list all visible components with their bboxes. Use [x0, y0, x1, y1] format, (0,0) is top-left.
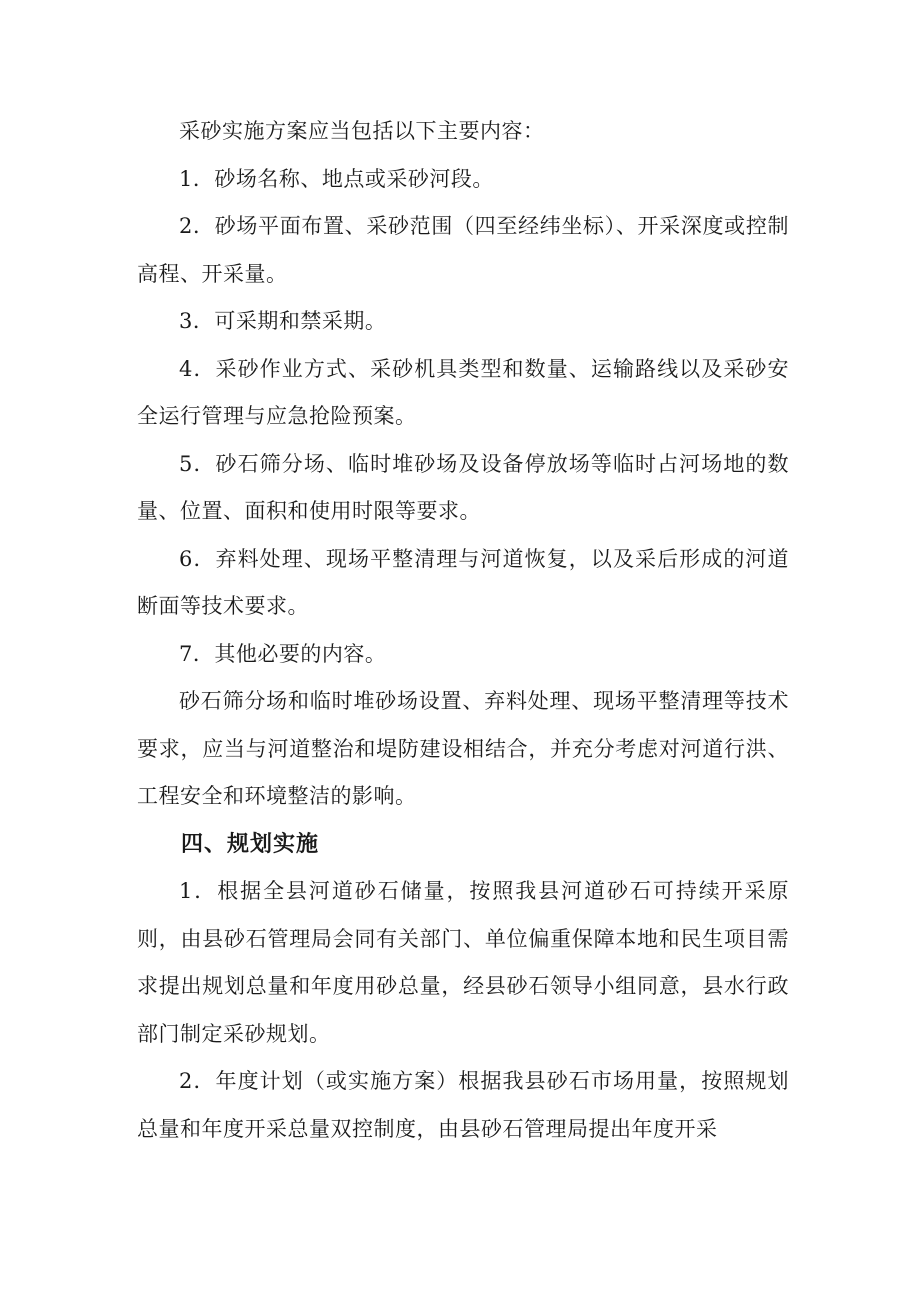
section-item-2: 2．年度计划（或实施方案）根据我县砂石市场用量，按照规划总量和年度开采总量双控制度，由县砂石管理局提出年度开采: [137, 1069, 789, 1141]
list-item-4: 4．采砂作业方式、采砂机具类型和数量、运输路线以及采砂安全运行管理与应急抢险预案。: [137, 356, 789, 428]
list-item-5: 5．砂石筛分场、临时堆砂场及设备停放场等临时占河场地的数量、位置、面积和使用时限等要求。: [137, 451, 789, 523]
list-item-2: 2．砂场平面布置、采砂范围（四至经纬坐标）、开采深度或控制高程、开采量。: [137, 214, 789, 286]
document-body: [137, 108, 789, 1153]
list-item-6: 6．弃料处理、现场平整清理与河道恢复，以及采后形成的河道断面等技术要求。: [137, 546, 789, 618]
list-item-1: 1．砂场名称、地点或采砂河段。: [179, 166, 494, 191]
list-item-7: 7．其他必要的内容。: [179, 641, 387, 666]
summary-paragraph: 砂石筛分场和临时堆砂场设置、弃料处理、现场平整清理等技术要求，应当与河道整治和堤防建设相结合，并充分考虑对河道行洪、工程安全和环境整洁的影响。: [137, 689, 789, 808]
intro-paragraph: 采砂实施方案应当包括以下主要内容：: [179, 119, 545, 143]
section-heading: 四、规划实施: [181, 831, 320, 857]
list-item-3: 3．可采期和禁采期。: [179, 309, 387, 333]
section-item-1: 1．根据全县河道砂石储量，按照我县河道砂石可持续开采原则，由县砂石管理局会同有关部门、单位偏重保障本地和民生项目需求提出规划总量和年度用砂总量，经县砂石领导小组同意，县水行政部门制定采砂规划。: [137, 879, 789, 1046]
